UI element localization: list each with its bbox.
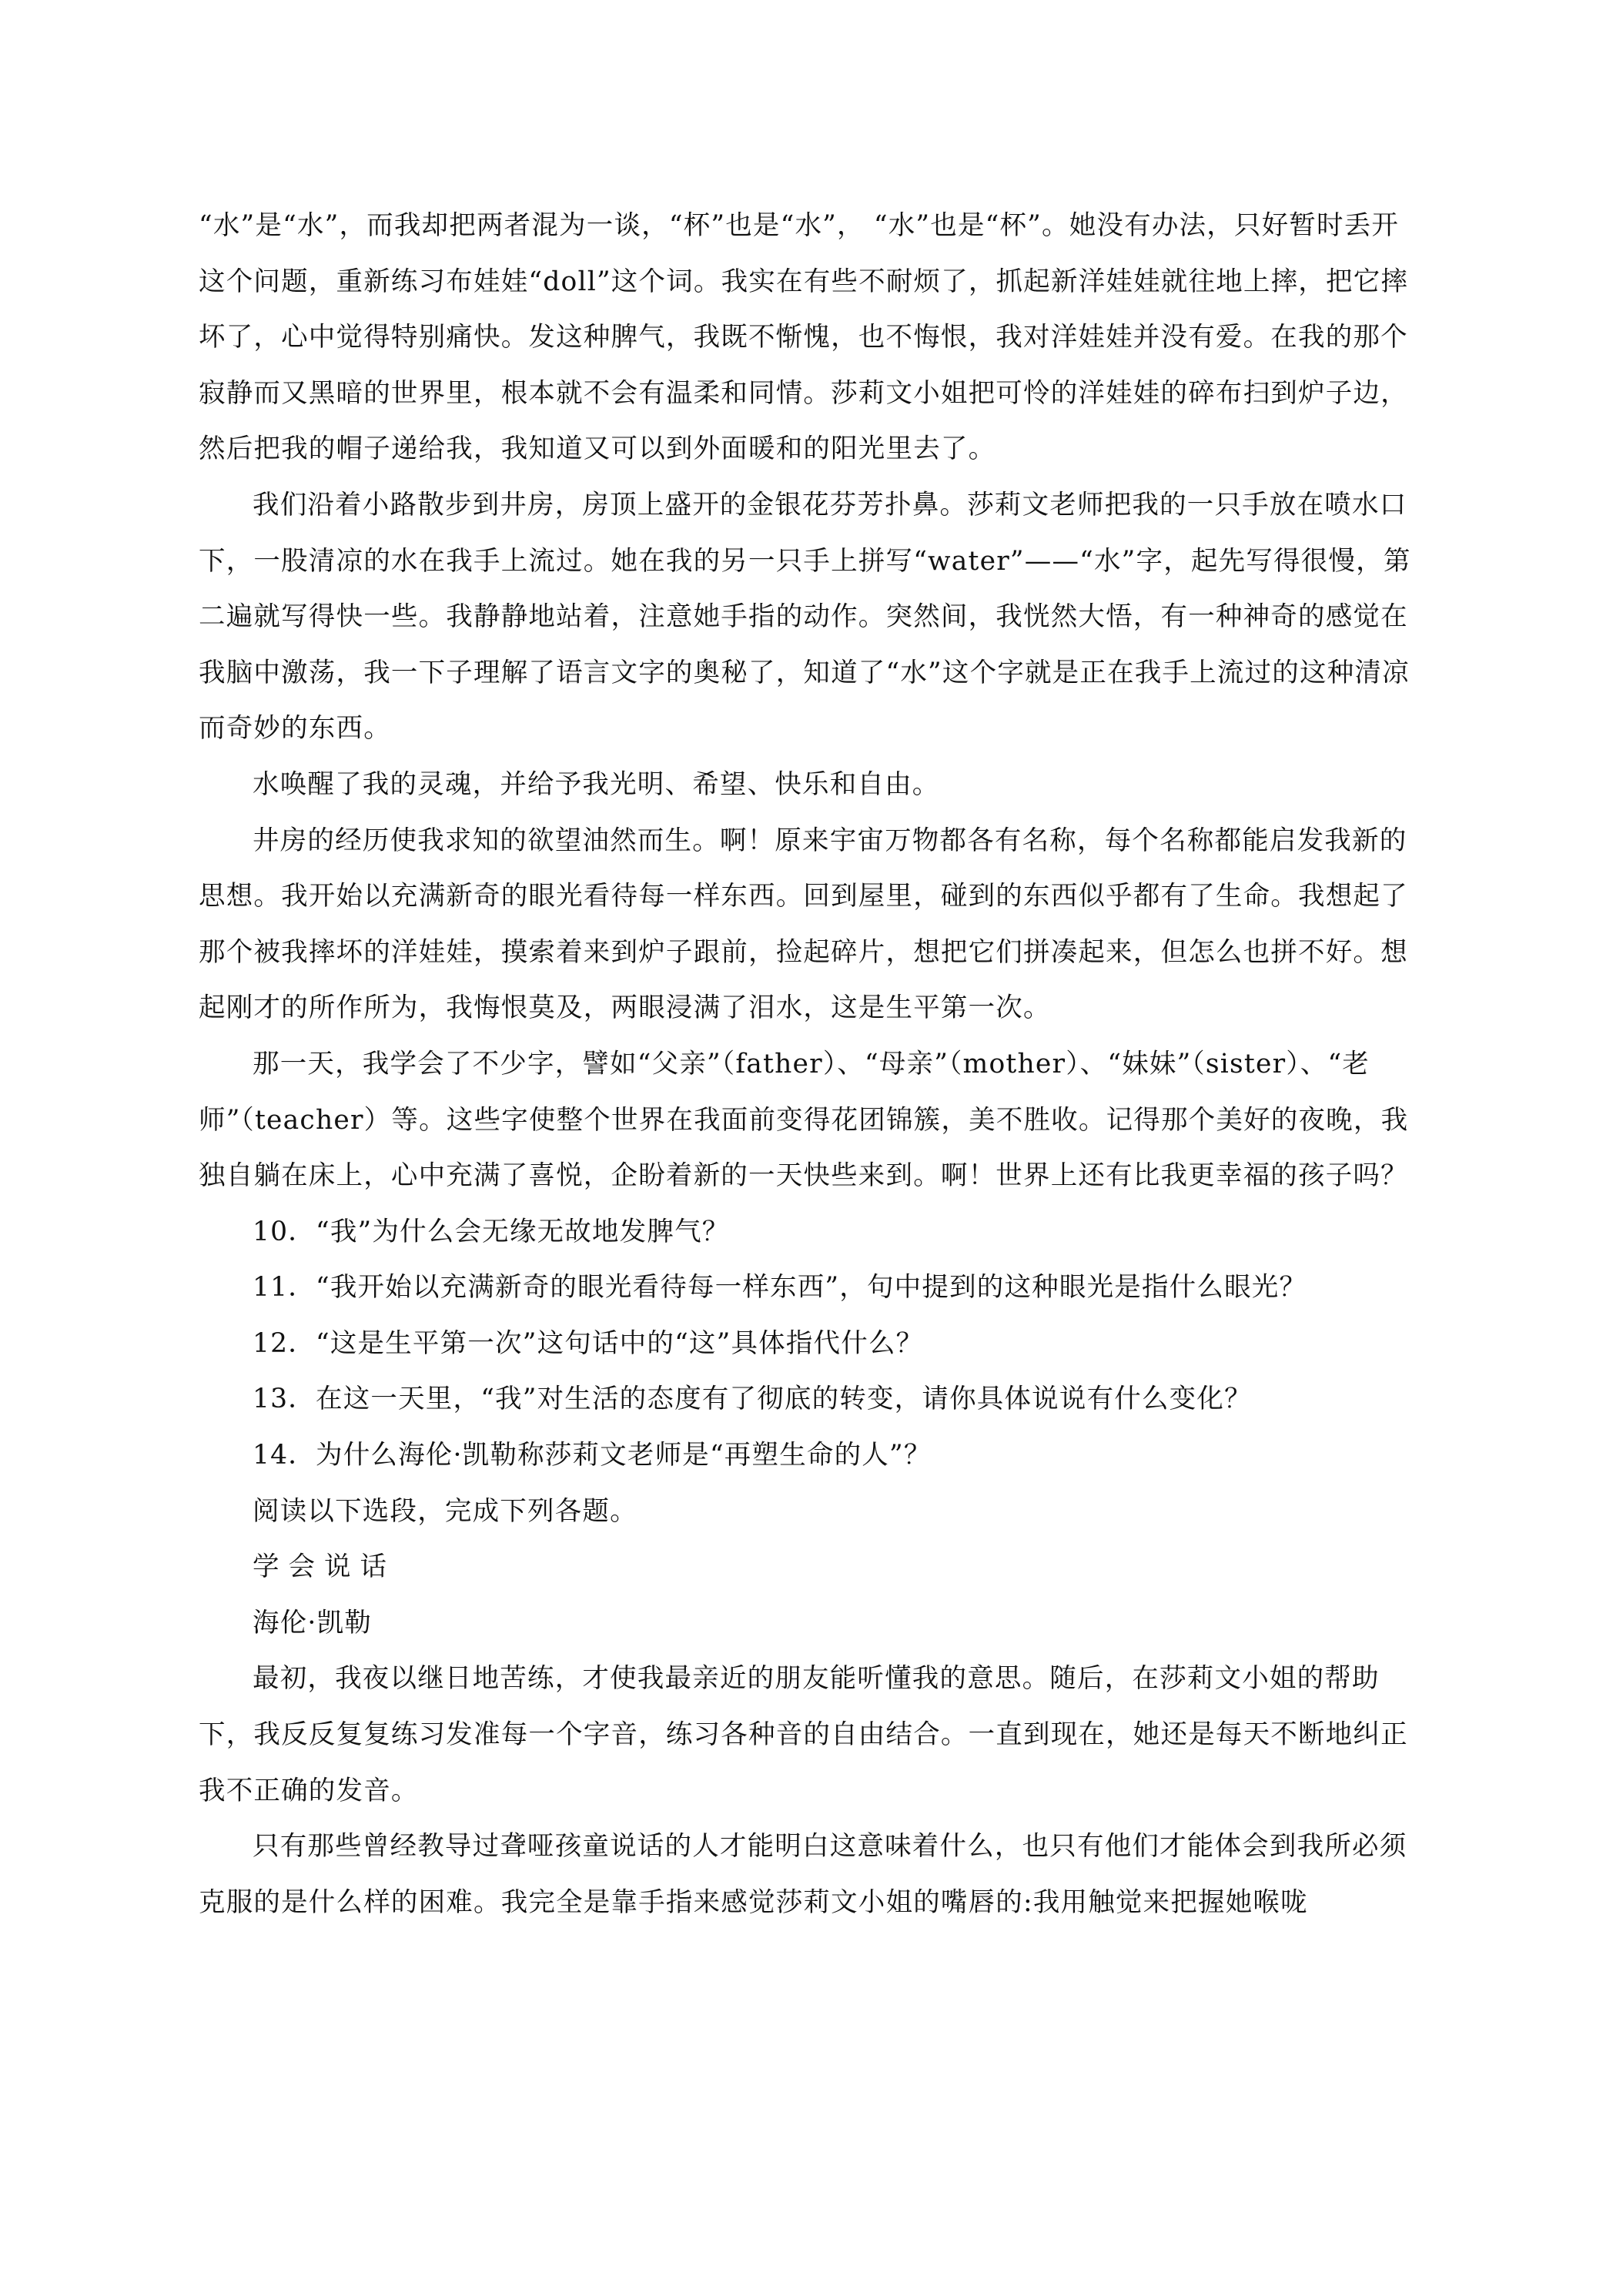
section-author: 海伦·凯勒 xyxy=(253,1607,372,1638)
question-12: 12．“这是生平第一次”这句话中的“这”具体指代什么？ xyxy=(253,1327,924,1359)
section-title: 学会说话 xyxy=(253,1551,396,1583)
paragraph-learned-words: 那一天，我学会了不少字，譬如“父亲”（father）、“母亲”（mother）、“妹妹”（sister）、“老师”（teacher）等。这些字使整个世界在我面前变得花团锦簇，美不胜收。记得那个美好的夜晚，我独自躺在床上，心中充满了喜悦，企盼着新的一天快些来到。啊！世界上还有比我更幸福的孩子吗？ xyxy=(199,1048,1409,1192)
reading-instruction: 阅读以下选段，完成下列各题。 xyxy=(253,1495,637,1527)
paragraph-water-awakened: 水唤醒了我的灵魂，并给予我光明、希望、快乐和自由。 xyxy=(253,768,940,800)
question-11: 11．“我开始以充满新奇的眼光看待每一样东西”，句中提到的这种眼光是指什么眼光？ xyxy=(253,1272,1307,1304)
question-14: 14．为什么海伦·凯勒称莎莉文老师是“再塑生命的人”？ xyxy=(253,1440,932,1471)
question-10: 10．“我”为什么会无缘无故地发脾气？ xyxy=(253,1216,730,1247)
paragraph-continued: “水”是“水”，而我却把两者混为一谈，“杯”也是“水”， “水”也是“杯”。她没有办法，只好暂时丢开这个问题，重新练习布娃娃“doll”这个词。我实在有些不耐烦了，抓起新洋娃娃就往地上摔，把它摔坏了，心中觉得特别痛快。发这种脾气，我既不惭愧，也不悔恨，我对洋娃娃并没有爱。在我的那个寂静而又黑暗的世界里，根本就不会有温柔和同情。莎莉文小姐把可怜的洋娃娃的碎布扫到炉子边，然后把我的帽子递给我，我知道又可以到外面暖和的阳光里去了。 xyxy=(199,210,1409,465)
document-body xyxy=(199,198,1424,1930)
question-13: 13．在这一天里，“我”对生活的态度有了彻底的转变，请你具体说说有什么变化？ xyxy=(253,1384,1252,1415)
paragraph-well-house: 我们沿着小路散步到井房，房顶上盛开的金银花芬芳扑鼻。莎莉文老师把我的一只手放在喷水口下，一股清凉的水在我手上流过。她在我的另一只手上拼写“water”——“水”字，起先写得很慢，第二遍就写得快一些。我静静地站着，注意她手指的动作。突然间，我恍然大悟，有一种神奇的感觉在我脑中激荡，我一下子理解了语言文字的奥秘了，知道了“水”这个字就是正在我手上流过的这种清凉而奇妙的东西。 xyxy=(199,489,1411,745)
paragraph-desire-to-learn: 井房的经历使我求知的欲望油然而生。啊！原来宇宙万物都各有名称，每个名称都能启发我新的思想。我开始以充满新奇的眼光看待每一样东西。回到屋里，碰到的东西似乎都有了生命。我想起了那个被我摔坏的洋娃娃，摸索着来到炉子跟前，捡起碎片，想把它们拼凑起来，但怎么也拼不好。想起刚才的所作所为，我悔恨莫及，两眼浸满了泪水，这是生平第一次。 xyxy=(199,825,1408,1024)
paragraph-practice: 最初，我夜以继日地苦练，才使我最亲近的朋友能听懂我的意思。随后，在莎莉文小姐的帮助下，我反反复复练习发准每一个字音，练习各种音的自由结合。一直到现在，她还是每天不断地纠正我不正确的发音。 xyxy=(199,1663,1408,1806)
paragraph-difficulty: 只有那些曾经教导过聋哑孩童说话的人才能明白这意味着什么，也只有他们才能体会到我所必须克服的是什么样的困难。我完全是靠手指来感觉莎莉文小姐的嘴唇的:我用触觉来把握她喉咙 xyxy=(199,1831,1407,1918)
